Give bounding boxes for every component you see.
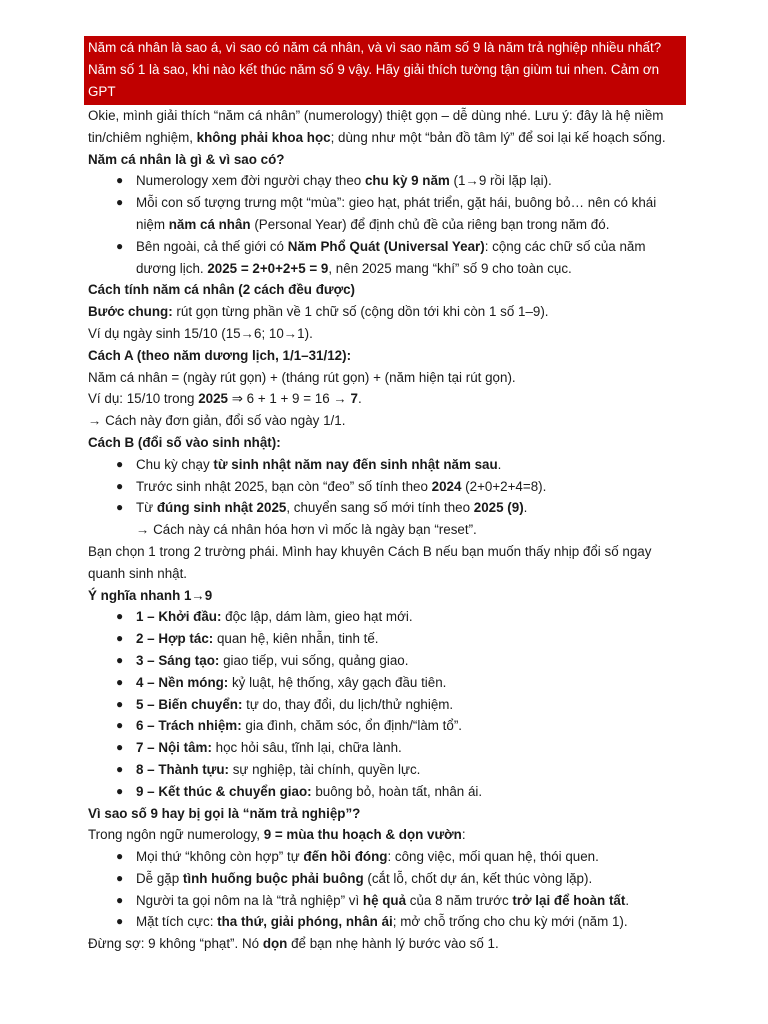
- list-item: [88, 868, 682, 890]
- number-label: 1 – Khởi đầu:: [136, 609, 222, 625]
- item-text: .: [497, 456, 502, 472]
- item-emphasis: 2024: [431, 478, 462, 494]
- number-label: 3 – Sáng tạo:: [136, 652, 220, 668]
- item-text: Mọi thứ “không còn hợp” tự: [136, 849, 304, 865]
- list-item: [88, 715, 682, 737]
- number-label: 9 – Kết thúc & chuyển giao:: [136, 783, 312, 799]
- item-text: .: [625, 892, 630, 908]
- item-emphasis: 2025 (9): [473, 500, 524, 516]
- item-text: ; mở chỗ trống cho chu kỳ mới (năm 1).: [392, 914, 628, 930]
- list-item: [88, 606, 682, 628]
- number-text: gia đình, chăm sóc, ổn định/“làm tổ”.: [241, 718, 462, 734]
- karma-list: [88, 846, 682, 933]
- item-emphasis: đúng sinh nhật 2025: [156, 500, 287, 516]
- bullet-icon: ●: [116, 238, 124, 253]
- item-text: : cộng các chữ số của năm dương lịch.: [136, 238, 646, 276]
- number-label: 7 – Nội tâm:: [136, 740, 212, 756]
- item-emphasis: hệ quả: [362, 892, 407, 908]
- section-heading-personal-year: Năm cá nhân là gì & vì sao có?: [88, 151, 285, 167]
- number-text: kỷ luật, hệ thống, xây gạch đầu tiên.: [228, 674, 447, 690]
- number-label: 4 – Nền móng:: [136, 674, 229, 690]
- number-text: giao tiếp, vui sống, quảng giao.: [219, 652, 409, 668]
- method-a-formula: Năm cá nhân = (ngày rút gọn) + (tháng rút gọn) + (năm hiện tại rút gọn).: [88, 369, 516, 385]
- example-text: Ví dụ: 15/10 trong: [88, 391, 199, 407]
- intro-emphasis: không phải khoa học: [196, 129, 331, 145]
- list-item: [88, 672, 682, 694]
- choose-paragraph: Bạn chọn 1 trong 2 trường phái. Mình hay khuyên Cách B nếu bạn muốn thấy nhịp đổi số ngay quanh sinh nhật.: [88, 543, 652, 581]
- item-emphasis: chu kỳ 9 năm: [364, 173, 450, 189]
- number-text: buông bỏ, hoàn tất, nhân ái.: [311, 783, 483, 799]
- bullet-icon: ●: [116, 914, 124, 929]
- number-label: 8 – Thành tựu:: [136, 761, 230, 777]
- lead-text: Trong ngôn ngữ numerology,: [88, 827, 264, 843]
- item-emphasis: tình huống buộc phải buông: [182, 870, 364, 886]
- list-item: [88, 476, 682, 498]
- list-item: [88, 236, 682, 280]
- method-a-note: → Cách này đơn giản, đổi số vào ngày 1/1.: [88, 413, 346, 429]
- bullet-icon: ●: [116, 631, 124, 646]
- bullet-icon: ●: [116, 173, 124, 188]
- example-year: 2025: [198, 391, 228, 407]
- bullet-icon: ●: [116, 892, 124, 907]
- item-text: .: [523, 500, 528, 516]
- bullet-icon: ●: [116, 609, 124, 624]
- list-item: [88, 170, 682, 192]
- item-emphasis: từ sinh nhật năm nay đến sinh nhật năm sau: [213, 456, 498, 472]
- closing-emphasis: dọn: [262, 936, 288, 952]
- intro-paragraph: [88, 105, 682, 149]
- example-text: ⇒ 6 + 1 + 9 = 16 →: [227, 391, 351, 407]
- item-emphasis: đến hồi đóng: [303, 849, 388, 865]
- general-step-text: rút gọn từng phần về 1 chữ số (cộng dồn tới khi còn 1 số 1–9).: [172, 304, 549, 320]
- list-item: [88, 911, 682, 933]
- general-step: [88, 301, 682, 323]
- lead-emphasis: 9 = mùa thu hoạch & dọn vườn: [263, 827, 462, 843]
- item-text: (2+0+2+4=8).: [461, 478, 547, 494]
- bullet-icon: ●: [116, 456, 124, 471]
- list-item: [88, 497, 682, 541]
- item-text: , nên 2025 mang “khí” số 9 cho toàn cục.: [328, 260, 572, 276]
- karma-lead: [88, 824, 682, 846]
- section-heading-calculation: Cách tính năm cá nhân (2 cách đều được): [88, 282, 355, 298]
- number-label: 6 – Trách nhiệm:: [136, 718, 242, 734]
- item-text: : công việc, mối quan hệ, thói quen.: [387, 849, 599, 865]
- item-text: , chuyển sang số mới tính theo: [286, 500, 474, 516]
- item-emphasis: tha thứ, giải phóng, nhân ái: [217, 914, 393, 930]
- item-emphasis: trở lại để hoàn tất: [512, 892, 626, 908]
- list-item: [88, 454, 682, 476]
- bullet-icon: ●: [116, 783, 124, 798]
- lead-text: :: [461, 827, 466, 843]
- list-item: [88, 846, 682, 868]
- general-step-label: Bước chung:: [88, 304, 173, 320]
- bullet-icon: ●: [116, 870, 124, 885]
- item-text: Numerology xem đời người chạy theo: [136, 173, 365, 189]
- list-item: [88, 628, 682, 650]
- number-label: 2 – Hợp tác:: [136, 631, 214, 647]
- item-text: Từ: [136, 500, 157, 516]
- item-text: (1→9 rồi lặp lại).: [449, 173, 552, 189]
- bullet-icon: ●: [116, 478, 124, 493]
- item-subnote: → Cách này cá nhân hóa hơn vì mốc là ngày bạn “reset”.: [136, 522, 477, 538]
- personal-year-list: [88, 170, 682, 279]
- list-item: [88, 192, 682, 236]
- birth-example: Ví dụ ngày sinh 15/10 (15→6; 10→1).: [88, 325, 313, 341]
- item-text: Bên ngoài, cả thế giới có: [136, 238, 288, 254]
- bullet-icon: ●: [116, 740, 124, 755]
- number-text: độc lập, dám làm, gieo hạt mới.: [221, 609, 413, 625]
- number-label: 5 – Biến chuyển:: [136, 696, 243, 712]
- number-text: sự nghiệp, tài chính, quyền lực.: [229, 761, 421, 777]
- intro-text-end: ; dùng như một “bản đồ tâm lý” để soi lại kế hoạch sống.: [330, 129, 666, 145]
- list-item: [88, 650, 682, 672]
- method-a-heading: Cách A (theo năm dương lịch, 1/1–31/12):: [88, 347, 352, 363]
- example-result: 7: [350, 391, 358, 407]
- example-text: .: [357, 391, 362, 407]
- item-text: Trước sinh nhật 2025, bạn còn “đeo” số tính theo: [136, 478, 432, 494]
- closing-text: Đừng sợ: 9 không “phạt”. Nó: [88, 936, 263, 952]
- method-b-list: [88, 454, 682, 541]
- item-text: Mặt tích cực:: [136, 914, 218, 930]
- number-text: học hỏi sâu, tĩnh lại, chữa lành.: [211, 740, 402, 756]
- list-item: [88, 890, 682, 912]
- item-text: (cắt lỗ, chốt dự án, kết thúc vòng lặp).: [363, 870, 593, 886]
- item-emphasis: năm cá nhân: [168, 216, 251, 232]
- bullet-icon: ●: [116, 652, 124, 667]
- item-text: (Personal Year) để định chủ đề của riêng bạn trong năm đó.: [250, 216, 610, 232]
- item-emphasis: 2025 = 2+0+2+5 = 9: [207, 260, 329, 276]
- bullet-icon: ●: [116, 500, 124, 515]
- item-text: Người ta gọi nôm na là “trả nghiệp” vì: [136, 892, 363, 908]
- item-text: Dễ gặp: [136, 870, 183, 886]
- list-item: [88, 759, 682, 781]
- intro-text: Okie, mình giải thích “năm cá nhân” (numerology) thiệt gọn – dễ dùng nhé. Lưu ý: đây là hệ niềm tin/chiêm nghiệm,: [88, 108, 664, 145]
- closing-paragraph: [88, 933, 682, 955]
- item-emphasis: Năm Phổ Quát (Universal Year): [287, 238, 485, 254]
- list-item: [88, 694, 682, 716]
- section-heading-karma: Vì sao số 9 hay bị gọi là “năm trả nghiệp”?: [88, 805, 361, 821]
- method-a-example: [88, 388, 682, 410]
- bullet-icon: ●: [116, 761, 124, 776]
- item-text: Chu kỳ chạy: [136, 456, 214, 472]
- number-text: quan hệ, kiên nhẫn, tinh tế.: [213, 631, 379, 647]
- method-b-heading: Cách B (đổi số vào sinh nhật):: [88, 434, 281, 450]
- meanings-list: [88, 606, 682, 802]
- bullet-icon: ●: [116, 696, 124, 711]
- bullet-icon: ●: [116, 674, 124, 689]
- bullet-icon: ●: [116, 849, 124, 864]
- section-heading-meanings: Ý nghĩa nhanh 1→9: [88, 587, 213, 603]
- user-question: Năm cá nhân là sao á, vì sao có năm cá nhân, và vì sao năm số 9 là năm trả nghiệp nhiều nhất? Năm số 1 là sao, khi nào kết thúc năm số 9 vậy. Hãy giải thích tường tận giùm tui nhen. Cảm ơn GPT: [84, 36, 686, 105]
- bullet-icon: ●: [116, 718, 124, 733]
- bullet-icon: ●: [116, 195, 124, 210]
- item-text: Mỗi con số tượng trưng một “mùa”: gieo hạt, phát triển, gặt hái, buông bỏ… nên có khái niệm: [136, 195, 657, 232]
- list-item: [88, 781, 682, 803]
- item-text: của 8 năm trước: [406, 892, 513, 908]
- closing-text: để bạn nhẹ hành lý bước vào số 1.: [287, 936, 499, 952]
- list-item: [88, 737, 682, 759]
- number-text: tự do, thay đổi, du lịch/thử nghiệm.: [242, 696, 454, 712]
